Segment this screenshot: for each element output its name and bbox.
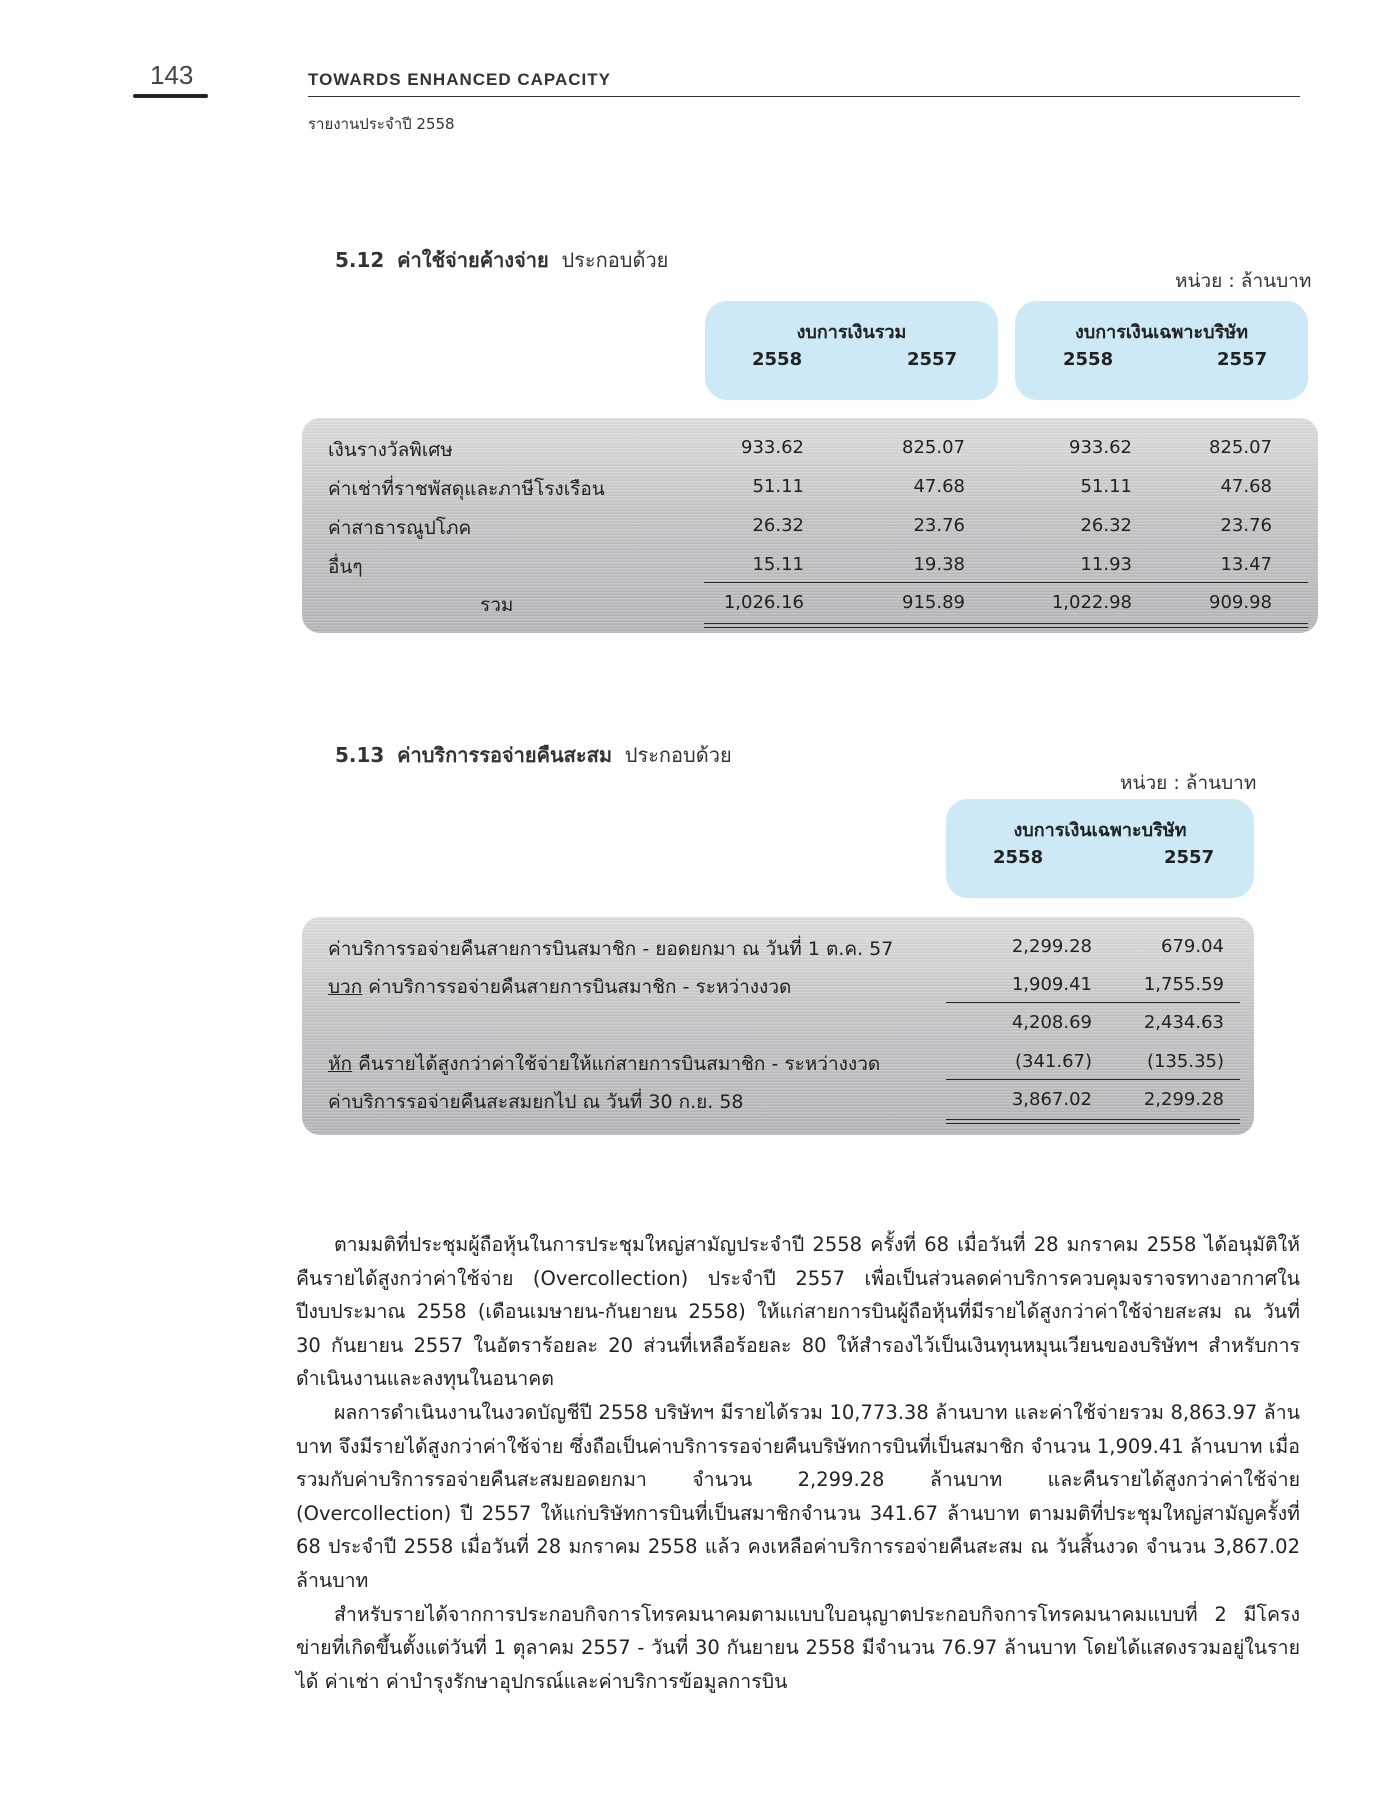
table-cell: 933.62 xyxy=(741,437,804,458)
header-513-company xyxy=(946,799,1254,898)
table-row-label xyxy=(328,1049,880,1079)
section-513-title-bold: ค่าบริการรอจ่ายคืนสะสม xyxy=(397,743,613,767)
table-cell: 679.04 xyxy=(1161,936,1224,957)
header-company-year-a: 2558 xyxy=(1063,349,1114,370)
total-double-rule-top xyxy=(946,1119,1240,1120)
table-cell: 825.07 xyxy=(902,437,965,458)
table-cell: 23.76 xyxy=(1220,515,1272,536)
total-double-rule-bottom xyxy=(946,1123,1240,1124)
total-double-rule-bottom xyxy=(704,627,1308,628)
table-cell: 825.07 xyxy=(1209,437,1272,458)
header-rule xyxy=(308,96,1300,97)
table-cell: 51.11 xyxy=(752,476,804,497)
body-text xyxy=(296,1228,1300,1698)
table-cell: 1,909.41 xyxy=(1011,974,1092,995)
table-cell: 19.38 xyxy=(913,554,965,575)
table-cell: 933.62 xyxy=(1069,437,1132,458)
header-513-year-b: 2557 xyxy=(1164,847,1215,868)
paragraph-2: ผลการดำเนินงานในงวดบัญชีปี 2558 บริษัทฯ มีรายได้รวม 10,773.38 ล้านบาท และค่าใช้จ่ายรวม 8,863.97 ล้านบาท จึงมีรายได้สูงกว่าค่าใช้จ่าย ซึ่งถือเป็นค่าบริการรอจ่ายคืนบริษัทการบินที่เป็นสมาชิก จำนวน 1,909.41 ล้านบาท เมื่อรวมกับค่าบริการรอจ่ายคืนสะสมยอดยกมา จำนวน 2,299.28 ล้านบาท และคืนรายได้สูงกว่าค่าใช้จ่าย (Overcollection) ปี 2557 ให้แก่บริษัทการบินที่เป็นสมาชิกจำนวน 341.67 ล้านบาท ตามมติที่ประชุมใหญ่สามัญครั้งที่ 68 ประจำปี 2558 เมื่อวันที่ 28 มกราคม 2558 แล้ว คงเหลือค่าบริการรอจ่ายคืนสะสม ณ วันสิ้นงวด จำนวน 3,867.02 ล้านบาท xyxy=(296,1400,1300,1592)
table-cell: 1,755.59 xyxy=(1143,974,1224,995)
table-cell: 51.11 xyxy=(1080,476,1132,497)
paragraph-3: สำหรับรายได้จากการประกอบกิจการโทรคมนาคมตามแบบใบอนุญาตประกอบกิจการโทรคมนาคมแบบที่ 2 มีโครงข่ายที่เกิดขึ้นตั้งแต่วันที่ 1 ตุลาคม 2557 - วันที่ 30 กันยายน 2558 มีจำนวน 76.97 ล้านบาท โดยได้แสดงรวมอยู่ในรายได้ ค่าเช่า ค่าบำรุงรักษาอุปกรณ์และค่าบริการข้อมูลการบิน xyxy=(296,1602,1300,1693)
total-cell: 3,867.02 xyxy=(1011,1089,1092,1110)
total-cell: 909.98 xyxy=(1209,592,1272,613)
section-512-title-rest: ประกอบด้วย xyxy=(561,248,669,272)
table-row-label: ค่าบริการรอจ่ายคืนสายการบินสมาชิก - ยอดยกมา ณ วันที่ 1 ต.ค. 57 xyxy=(328,938,894,960)
row-text: คืนรายได้สูงกว่าค่าใช้จ่ายให้แก่สายการบินสมาชิก - ระหว่างงวด xyxy=(352,1053,881,1075)
table-row-label: ค่าบริการรอจ่ายคืนสะสมยกไป ณ วันที่ 30 ก.ย. 58 xyxy=(328,1091,744,1113)
less-prefix: หัก xyxy=(328,1053,353,1075)
table-cell: 11.93 xyxy=(1080,554,1132,575)
table-cell: (135.35) xyxy=(1146,1051,1224,1072)
table-row-label: ค่าเช่าที่ราชพัสดุและภาษีโรงเรือน xyxy=(328,478,605,500)
header-consolidated xyxy=(705,301,998,400)
table-cell: 2,299.28 xyxy=(1011,936,1092,957)
subtotal-cell: 4,208.69 xyxy=(1011,1012,1092,1033)
total-cell: 2,299.28 xyxy=(1143,1089,1224,1110)
header-company xyxy=(1015,301,1308,400)
table-cell: 47.68 xyxy=(1220,476,1272,497)
paragraph-1: ตามมติที่ประชุมผู้ถือหุ้นในการประชุมใหญ่สามัญประจำปี 2558 ครั้งที่ 68 เมื่อวันที่ 28 มกราคม 2558 ได้อนุมัติให้คืนรายได้สูงกว่าค่าใช้จ่าย (Overcollection) ประจำปี 2557 เพื่อเป็นส่วนลดค่าบริการควบคุมจราจรทางอากาศในปีงบประมาณ 2558 (เดือนเมษายน-กันยายน 2558) ให้แก่สายการบินผู้ถือหุ้นที่มีรายได้สูงกว่าค่าใช้จ่ายสะสม ณ วันที่ 30 กันยายน 2557 ในอัตราร้อยละ 20 ส่วนที่เหลือร้อยละ 80 ให้สำรองไว้เป็นเงินทุนหมุนเวียนของบริษัทฯ สำหรับการดำเนินงานและลงทุนในอนาคต xyxy=(296,1233,1300,1391)
table-row-label xyxy=(328,972,791,1002)
header-513-company-label: งบการเงินเฉพาะบริษัท xyxy=(1013,820,1187,841)
header-consolidated-label: งบการเงินรวม xyxy=(796,322,907,343)
section-513-unit: หน่วย : ล้านบาท xyxy=(1120,772,1257,794)
section-512-unit: หน่วย : ล้านบาท xyxy=(1175,270,1312,292)
total-cell: 915.89 xyxy=(902,592,965,613)
total-double-rule-top xyxy=(704,623,1308,624)
header-consolidated-year-b: 2557 xyxy=(907,349,958,370)
table-cell: 15.11 xyxy=(752,554,804,575)
header-company-year-b: 2557 xyxy=(1217,349,1268,370)
running-title: TOWARDS ENHANCED CAPACITY xyxy=(308,70,611,89)
subtotal-rule xyxy=(704,582,1308,583)
row-text: ค่าบริการรอจ่ายคืนสายการบินสมาชิก - ระหว่างงวด xyxy=(362,976,792,998)
page-number-underline xyxy=(133,94,208,98)
table-cell: 23.76 xyxy=(913,515,965,536)
table-row-label: เงินรางวัลพิเศษ xyxy=(328,439,453,461)
section-512-table-panel xyxy=(302,418,1318,633)
running-subtitle: รายงานประจำปี 2558 xyxy=(308,115,455,133)
header-consolidated-year-a: 2558 xyxy=(752,349,803,370)
section-513-title-rest: ประกอบด้วย xyxy=(624,743,732,767)
subtotal-rule xyxy=(946,1002,1240,1003)
subtotal-cell: 2,434.63 xyxy=(1143,1012,1224,1033)
subtotal-rule xyxy=(946,1079,1240,1080)
table-cell: 26.32 xyxy=(1080,515,1132,536)
table-row-label: อื่นๆ xyxy=(328,556,363,578)
total-cell: 1,026.16 xyxy=(723,592,804,613)
table-row-label: ค่าสาธารณูปโภค xyxy=(328,517,472,539)
section-513-table-panel xyxy=(302,917,1254,1135)
table-cell: (341.67) xyxy=(1014,1051,1092,1072)
total-label: รวม xyxy=(480,594,514,616)
total-cell: 1,022.98 xyxy=(1051,592,1132,613)
table-cell: 47.68 xyxy=(913,476,965,497)
header-company-label: งบการเงินเฉพาะบริษัท xyxy=(1074,322,1248,343)
section-512-number: 5.12 xyxy=(335,248,385,272)
header-513-year-a: 2558 xyxy=(993,847,1044,868)
section-513-number: 5.13 xyxy=(335,743,385,767)
section-513-title xyxy=(335,739,732,771)
table-cell: 26.32 xyxy=(752,515,804,536)
section-512-title xyxy=(335,244,668,276)
add-prefix: บวก xyxy=(328,976,363,998)
table-cell: 13.47 xyxy=(1220,554,1272,575)
section-512-title-bold: ค่าใช้จ่ายค้างจ่าย xyxy=(397,248,549,272)
page-number: 143 xyxy=(150,60,194,90)
